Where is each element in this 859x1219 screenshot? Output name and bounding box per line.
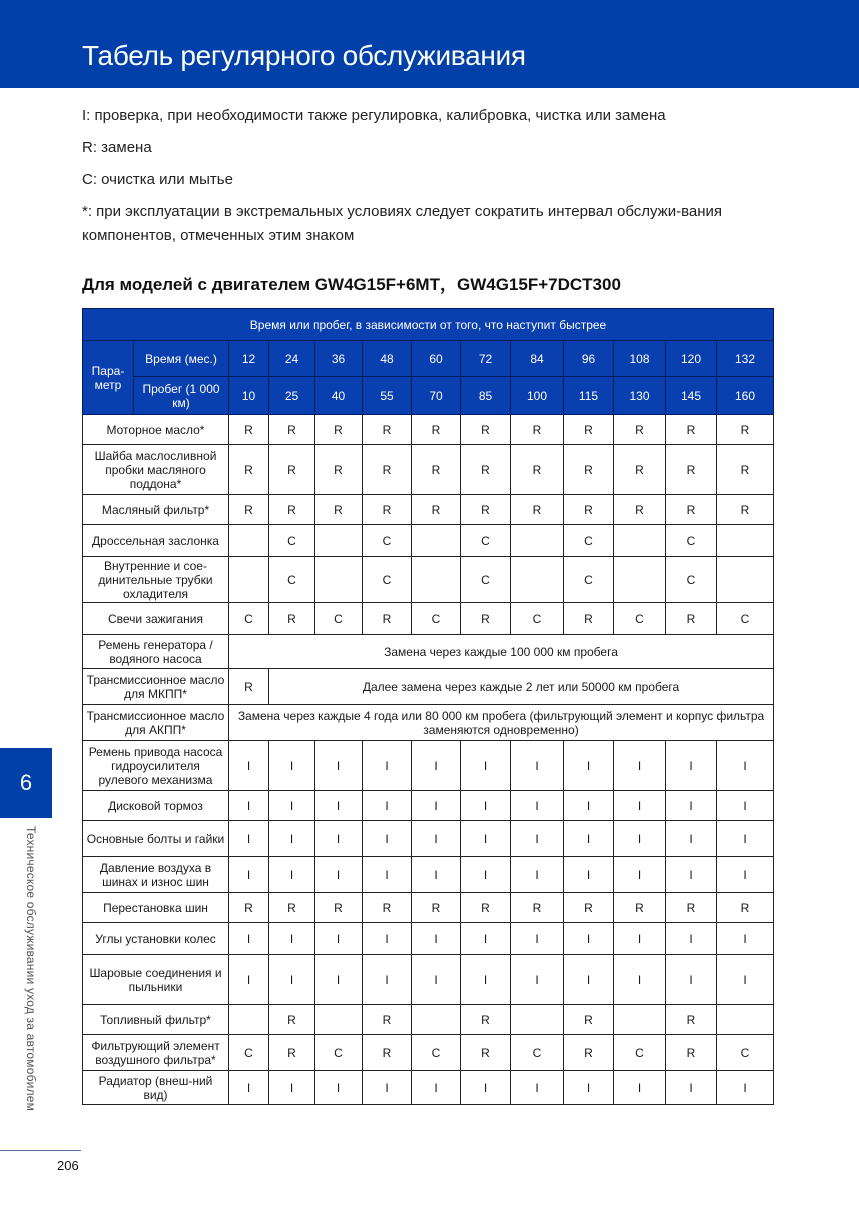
schedule-cell: I [461,741,511,791]
schedule-cell: R [412,495,461,525]
header-row-mileage [83,377,774,415]
schedule-cell: I [412,741,461,791]
row-parameter-name: Перестановка шин [83,893,229,923]
schedule-cell: I [229,821,269,857]
schedule-cell: I [315,821,363,857]
row-parameter-name: Основные болты и гайки [83,821,229,857]
schedule-cell [717,525,774,557]
schedule-cell [229,1005,269,1035]
table-row [83,669,774,705]
title-banner [0,0,859,88]
schedule-cell: I [363,955,412,1005]
schedule-cell: I [614,923,666,955]
header-mileage-cell: 115 [564,377,614,415]
row-parameter-name: Трансмиссионное масло для АКПП* [83,705,229,741]
row-parameter-name: Давление воздуха в шинах и износ шин [83,857,229,893]
schedule-cell: R [511,495,564,525]
schedule-cell: R [511,415,564,445]
schedule-cell: I [511,741,564,791]
schedule-cell: C [666,525,717,557]
header-month-cell: 108 [614,341,666,377]
schedule-cell [412,525,461,557]
legend-replace: R: замена [82,139,152,156]
schedule-cell: I [269,821,315,857]
schedule-cell: I [511,1071,564,1105]
schedule-cell: I [564,955,614,1005]
schedule-cell: R [269,603,315,635]
schedule-cell: I [564,923,614,955]
schedule-cell: I [363,791,412,821]
schedule-cell: R [614,415,666,445]
schedule-cell: I [315,923,363,955]
schedule-cell: I [412,955,461,1005]
schedule-cell: I [564,1071,614,1105]
chapter-tab: 6 [0,748,52,818]
schedule-cell: R [269,893,315,923]
header-row-time [83,341,774,377]
schedule-cell: R [564,1035,614,1071]
schedule-cell: R [614,893,666,923]
schedule-cell: R [666,603,717,635]
schedule-cell [315,525,363,557]
schedule-cell: I [269,791,315,821]
schedule-cell [614,557,666,603]
schedule-cell: R [717,495,774,525]
header-month-cell: 36 [315,341,363,377]
schedule-cell: I [461,857,511,893]
schedule-cell: R [461,603,511,635]
schedule-cell: I [564,821,614,857]
schedule-cell: C [229,1035,269,1071]
schedule-cell: I [666,923,717,955]
schedule-cell: I [614,741,666,791]
schedule-cell: I [461,955,511,1005]
header-mileage-label: Пробег (1 000 км) [134,377,229,415]
row-parameter-name: Масляный фильтр* [83,495,229,525]
row-parameter-name: Фильтрующий элемент воздушного фильтра* [83,1035,229,1071]
schedule-cell: I [461,821,511,857]
schedule-cell: I [564,791,614,821]
schedule-cell: R [564,445,614,495]
schedule-cell: I [666,955,717,1005]
schedule-cell: R [229,415,269,445]
schedule-cell: C [614,1035,666,1071]
row-parameter-name: Топливный фильтр* [83,1005,229,1035]
row-parameter-name: Шайба маслосливной пробки масляного поддона* [83,445,229,495]
schedule-cell: C [461,525,511,557]
table-row [83,955,774,1005]
header-month-cell: 132 [717,341,774,377]
schedule-cell: I [315,955,363,1005]
schedule-cell: C [511,603,564,635]
table-row [83,857,774,893]
schedule-cell: I [614,821,666,857]
schedule-cell: R [229,445,269,495]
schedule-cell: I [315,1071,363,1105]
schedule-cell: I [412,791,461,821]
schedule-cell: C [412,603,461,635]
footer-divider [0,1150,81,1151]
header-month-cell: 60 [412,341,461,377]
schedule-cell: R [564,603,614,635]
schedule-cell: R [315,495,363,525]
row-parameter-name: Углы установки колес [83,923,229,955]
legend-clean: C: очистка или мытье [82,171,233,188]
schedule-cell: R [511,445,564,495]
header-month-cell: 24 [269,341,315,377]
section-subtitle: Для моделей с двигателем GW4G15F+6MT，GW4G15F+7DCT300 [82,275,621,294]
schedule-cell: I [717,955,774,1005]
schedule-cell: I [666,741,717,791]
schedule-cell: R [412,415,461,445]
schedule-cell: I [666,791,717,821]
schedule-cell: R [363,415,412,445]
schedule-cell: I [511,857,564,893]
schedule-cell: R [363,495,412,525]
table-row [83,923,774,955]
schedule-cell: R [614,495,666,525]
schedule-cell: R [363,445,412,495]
header-mileage-cell: 55 [363,377,412,415]
schedule-cell: C [511,1035,564,1071]
schedule-cell: R [461,495,511,525]
schedule-cell: R [363,603,412,635]
schedule-cell: I [269,955,315,1005]
schedule-cell: C [666,557,717,603]
schedule-cell: C [363,557,412,603]
legend-asterisk: *: при эксплуатации в экстремальных условиях следует сократить интервал обслужи-вания компонентов, отмеченных этим знаком [82,203,723,244]
schedule-cell: R [269,1035,315,1071]
table-row [83,495,774,525]
row-parameter-name: Радиатор (внеш-ний вид) [83,1071,229,1105]
schedule-cell: R [363,1035,412,1071]
schedule-cell: R [717,445,774,495]
row-parameter-name: Дроссельная заслонка [83,525,229,557]
schedule-cell: R [564,495,614,525]
row-parameter-name: Свечи зажигания [83,603,229,635]
schedule-cell [229,557,269,603]
schedule-cell: I [412,1071,461,1105]
table-row [83,635,774,669]
legend-inspect: I: проверка, при необходимости также регулировка, калибровка, чистка или замена [82,107,666,124]
schedule-cell: I [717,791,774,821]
header-mileage-cell: 160 [717,377,774,415]
schedule-cell: R [717,893,774,923]
schedule-cell: C [461,557,511,603]
table-row [83,1071,774,1105]
header-month-cell: 12 [229,341,269,377]
maintenance-schedule-table [82,308,774,1105]
schedule-cell: I [315,857,363,893]
schedule-cell: R [461,445,511,495]
schedule-cell [614,525,666,557]
schedule-cell: R [412,445,461,495]
schedule-cell: R [564,1005,614,1035]
schedule-cell: R [269,1005,315,1035]
header-top-cell: Время или пробег, в зависимости от того, что наступит быстрее [83,309,774,341]
schedule-span-note: Замена через каждые 4 года или 80 000 км пробега (фильтрующий элемент и корпус фильтра заменяются одновременно) [229,705,774,741]
schedule-cell: R [461,893,511,923]
schedule-cell: C [717,1035,774,1071]
row-parameter-name: Ремень привода насоса гидроусилителя рулевого механизма [83,741,229,791]
schedule-cell [315,557,363,603]
header-month-cell: 120 [666,341,717,377]
schedule-cell: I [315,741,363,791]
table-row [83,741,774,791]
schedule-cell: R [363,893,412,923]
header-month-cell: 72 [461,341,511,377]
schedule-cell: R [412,893,461,923]
schedule-cell [511,525,564,557]
schedule-cell: I [363,821,412,857]
table-row [83,791,774,821]
schedule-cell: I [229,923,269,955]
row-parameter-name: Шаровые соединения и пыльники [83,955,229,1005]
schedule-cell: C [564,525,614,557]
schedule-cell: R [461,1035,511,1071]
table-row [83,525,774,557]
schedule-cell: I [511,791,564,821]
header-time-label: Время (мес.) [134,341,229,377]
schedule-cell: R [315,893,363,923]
schedule-cell: C [363,525,412,557]
schedule-cell: I [717,741,774,791]
schedule-cell: R [269,415,315,445]
schedule-cell: I [666,1071,717,1105]
schedule-cell: R [717,415,774,445]
schedule-cell [229,525,269,557]
schedule-cell: I [269,1071,315,1105]
schedule-cell: I [269,741,315,791]
header-mileage-cell: 25 [269,377,315,415]
schedule-cell [511,1005,564,1035]
schedule-cell: I [412,821,461,857]
table-row [83,1035,774,1071]
schedule-cell [614,1005,666,1035]
header-mileage-cell: 70 [412,377,461,415]
table-row [83,603,774,635]
schedule-cell: C [269,557,315,603]
header-mileage-cell: 130 [614,377,666,415]
schedule-cell: R [564,893,614,923]
schedule-span-note: Замена через каждые 100 000 км пробега [229,635,774,669]
schedule-cell: I [229,857,269,893]
table-row [83,445,774,495]
row-parameter-name: Внутренние и сое-динительные трубки охладителя [83,557,229,603]
header-mileage-cell: 85 [461,377,511,415]
schedule-cell: I [511,955,564,1005]
schedule-cell: I [363,923,412,955]
schedule-cell: I [269,923,315,955]
schedule-cell: C [315,603,363,635]
schedule-cell: R [666,415,717,445]
table-row [83,415,774,445]
schedule-cell: I [717,923,774,955]
table-row [83,705,774,741]
schedule-cell: R [315,415,363,445]
schedule-cell: I [614,857,666,893]
schedule-cell: I [614,1071,666,1105]
schedule-cell: I [461,1071,511,1105]
table-row [83,821,774,857]
schedule-cell: I [461,923,511,955]
schedule-cell: C [315,1035,363,1071]
header-month-cell: 84 [511,341,564,377]
schedule-cell: I [363,1071,412,1105]
header-mileage-cell: 100 [511,377,564,415]
schedule-cell: R [666,445,717,495]
schedule-cell: I [363,741,412,791]
schedule-cell: R [461,1005,511,1035]
table-row [83,557,774,603]
schedule-cell: I [412,857,461,893]
schedule-cell: I [717,1071,774,1105]
row-parameter-name: Дисковой тормоз [83,791,229,821]
header-mileage-cell: 10 [229,377,269,415]
page-title: Табель регулярного обслуживания [82,40,526,71]
schedule-cell: I [229,741,269,791]
row-parameter-name: Моторное масло* [83,415,229,445]
schedule-cell: I [511,821,564,857]
schedule-cell: R [269,445,315,495]
header-mileage-cell: 40 [315,377,363,415]
schedule-cell: I [511,923,564,955]
header-month-cell: 48 [363,341,412,377]
schedule-cell: I [614,791,666,821]
row-parameter-name: Трансмиссионное масло для МКПП* [83,669,229,705]
schedule-cell: R [564,415,614,445]
schedule-cell: R [666,1035,717,1071]
schedule-cell: R [363,1005,412,1035]
schedule-cell: R [229,893,269,923]
schedule-cell: I [717,821,774,857]
schedule-cell: I [461,791,511,821]
schedule-cell: I [564,741,614,791]
schedule-cell: I [315,791,363,821]
schedule-cell: R [614,445,666,495]
section-title-vertical: Техническое обслуживании уход за автомобилем [24,826,38,1112]
schedule-cell: R [511,893,564,923]
schedule-cell [511,557,564,603]
schedule-cell: R [229,669,269,705]
schedule-cell: I [564,857,614,893]
row-parameter-name: Ремень генератора / водяного насоса [83,635,229,669]
schedule-cell: R [666,893,717,923]
schedule-cell: I [269,857,315,893]
schedule-cell [412,1005,461,1035]
schedule-cell: C [412,1035,461,1071]
header-month-cell: 96 [564,341,614,377]
schedule-cell: I [229,955,269,1005]
schedule-cell: C [229,603,269,635]
schedule-cell [717,557,774,603]
header-mileage-cell: 145 [666,377,717,415]
schedule-cell [717,1005,774,1035]
schedule-cell: R [315,445,363,495]
schedule-cell: I [229,1071,269,1105]
schedule-cell: R [269,495,315,525]
schedule-cell: C [717,603,774,635]
schedule-cell: I [229,791,269,821]
schedule-cell: C [269,525,315,557]
schedule-cell: I [717,857,774,893]
schedule-cell [315,1005,363,1035]
table-row [83,1005,774,1035]
schedule-span-note: Далее замена через каждые 2 лет или 50000 км пробега [269,669,774,705]
schedule-cell: C [614,603,666,635]
table-row [83,893,774,923]
schedule-cell [412,557,461,603]
schedule-cell: I [666,857,717,893]
schedule-cell: I [412,923,461,955]
page-number: 206 [57,1158,79,1173]
schedule-cell: R [666,1005,717,1035]
schedule-cell: I [666,821,717,857]
schedule-cell: R [461,415,511,445]
schedule-cell: R [229,495,269,525]
schedule-cell: R [666,495,717,525]
header-row-top [83,309,774,341]
schedule-cell: I [363,857,412,893]
schedule-cell: C [564,557,614,603]
schedule-cell: I [614,955,666,1005]
header-param-cell: Пара-метр [83,341,134,415]
